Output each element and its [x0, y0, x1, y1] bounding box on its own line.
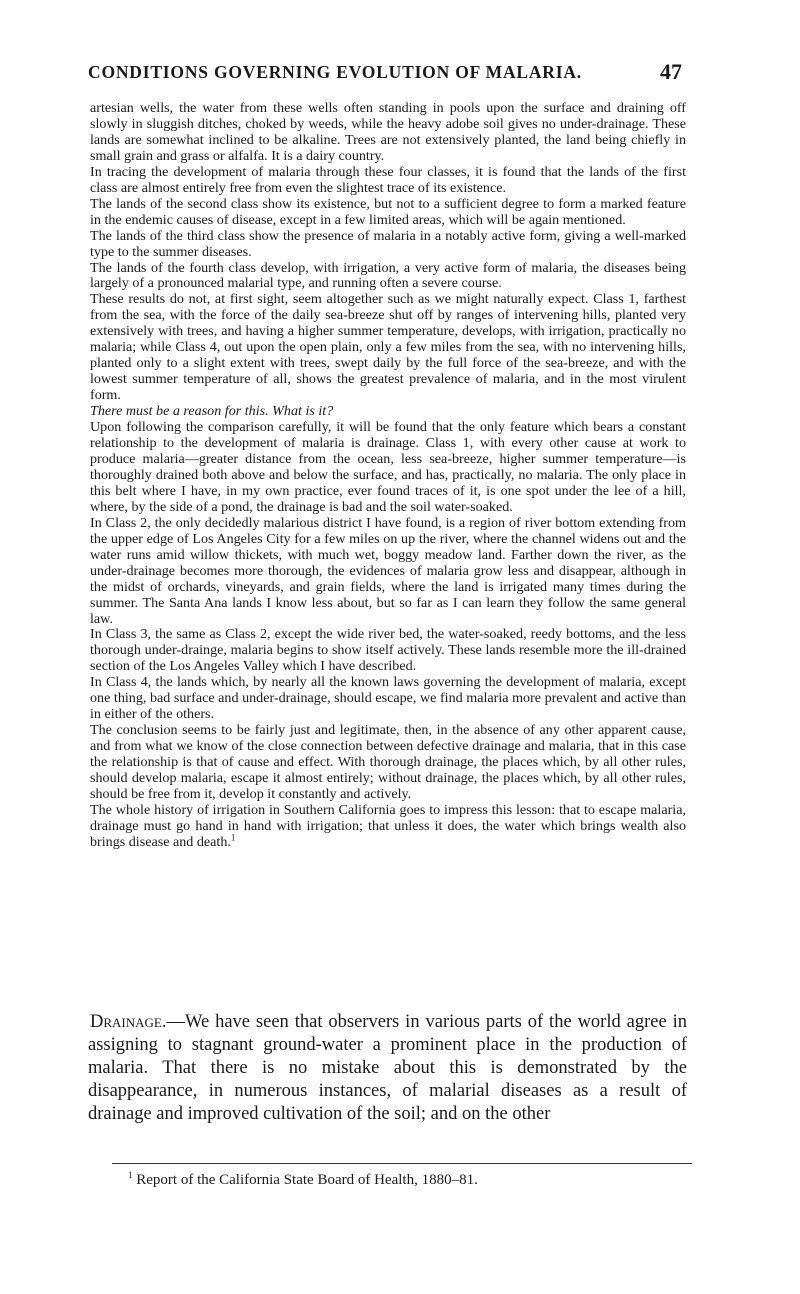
- quote-paragraph-last: [90, 803, 686, 851]
- quote-paragraph: The lands of the second class show its existence, but not to a sufficient degree to form a marked feature in the endemic causes of disease, except in a few limited areas, which will be again mentioned.: [90, 195, 686, 228]
- quote-paragraph: In Class 3, the same as Class 2, except the wide river bed, the water-soaked, reedy bottoms, and the less thorough under-drainge, malaria begins to show itself actively. These lands resemble more the ill-drained section of the Los Angeles Valley which I have described.: [90, 626, 686, 675]
- section-heading-drainage: Drainage.: [90, 1012, 167, 1032]
- quote-paragraph: Upon following the comparison carefully, it will be found that the only feature which bears a constant relationship to the development of malaria is drainage. Class 1, with every other cause at work to produce malaria—greater distance from the ocean, less sea-breeze, higher summer temperature—is thoroughly drained both above and below the surface, and has, practically, no malaria. The only place in this belt where I have, in my own practice, ever found traces of it, is one spot under the lee of a hill, where, by the side of a pond, the drainage is bad and the soil water-soaked.: [90, 419, 686, 515]
- heading-dash: —: [166, 1012, 185, 1032]
- quote-paragraph-text: The whole history of irrigation in Southern California goes to impress this lesson: that to escape malaria, drainage must go hand in hand with irrigation; that unless it does, the water which brings wealth also brings disease and death.: [90, 801, 686, 850]
- page-number: 47: [660, 59, 682, 84]
- footnote-marker: 1: [128, 1170, 133, 1180]
- footnote-reference[interactable]: 1: [230, 832, 236, 843]
- quote-paragraph-italic: There must be a reason for this. What is it?: [90, 403, 334, 420]
- quote-paragraph: The conclusion seems to be fairly just and legitimate, then, in the absence of any other apparent cause, and from what we know of the close connection between defective drainage and malaria, that in this case the relationship is that of cause and effect. With thorough drainage, the places which, by all other rules, should develop malaria, escape it almost entirely; without drainage, the places which, by all other rules, should be free from it, develop it constantly and actively.: [90, 722, 686, 802]
- quote-paragraph: In tracing the development of malaria through these four classes, it is found that the lands of the first class are almost entirely free from even the slightest trace of its existence.: [90, 163, 686, 196]
- quote-paragraph: In Class 4, the lands which, by nearly all the known laws governing the development of malaria, except one thing, bad surface and under-drainage, should escape, we find malaria more prevalent and active than in either of the others.: [90, 674, 686, 723]
- quote-paragraph: The lands of the fourth class develop, with irrigation, a very active form of malaria, the diseases being largely of a pronounced malarial type, and running often a severe course.: [90, 259, 686, 292]
- main-text: [88, 1011, 687, 1126]
- quote-paragraph: The lands of the third class show the presence of malaria in a notably active form, giving a well-marked type to the summer diseases.: [90, 227, 686, 260]
- footnote: [128, 1171, 688, 1189]
- footnote-divider: [112, 1163, 692, 1164]
- drainage-paragraph-text: We have seen that observers in various parts of the world agree in assigning to stagnant ground-water a prominent place in the production of malaria. That there is no mistake about this is demonstrated by the disappearance, in numerous instances, of malarial diseases as a result of drainage and improved cultivation of the soil; and on the other: [88, 1012, 687, 1124]
- drainage-paragraph: [88, 1011, 687, 1126]
- footnote-text: Report of the California State Board of Health, 1880–81.: [136, 1172, 478, 1188]
- running-title: CONDITIONS GOVERNING EVOLUTION OF MALARIA.: [88, 62, 582, 82]
- quoted-report-text: [90, 101, 686, 851]
- quote-paragraph: These results do not, at first sight, seem altogether such as we might naturally expect. Class 1, farthest from the sea, with the force of the daily sea-breeze shut off by ranges of intervening hills, planted very extensively with trees, and having a higher summer temperature, develops, with irrigation, practically no malaria; while Class 4, out upon the open plain, only a few miles from the sea, with no intervening hills, planted only to a slight extent with trees, swept daily by the full force of the sea-breeze, and with the lowest summer temperature of all, shows the greatest prevalence of malaria, and in the most virulent form.: [90, 291, 686, 404]
- quote-paragraph: artesian wells, the water from these wells often standing in pools upon the surface and draining off slowly in sluggish ditches, choked by weeds, while the heavy adobe soil gives no under-drainage. These lands are somewhat inclined to be alkaline. Trees are not extensively planted, the land being chiefly in small grain and grass or alfalfa. It is a dairy country.: [90, 100, 686, 164]
- quote-paragraph: In Class 2, the only decidedly malarious district I have found, is a region of river bottom extending from the upper edge of Los Angeles City for a few miles on up the river, where the channel widens out and the water runs amid willow thickets, with much wet, boggy meadow land. Farther down the river, as the under-drainage becomes more thorough, the evidences of malaria grow less and disappear, although in the midst of orchards, vineyards, and grain fields, where the land is irrigated many times during the summer. The Santa Ana lands I know less about, but so far as I can learn they follow the same general law.: [90, 514, 686, 627]
- running-head: [88, 59, 682, 86]
